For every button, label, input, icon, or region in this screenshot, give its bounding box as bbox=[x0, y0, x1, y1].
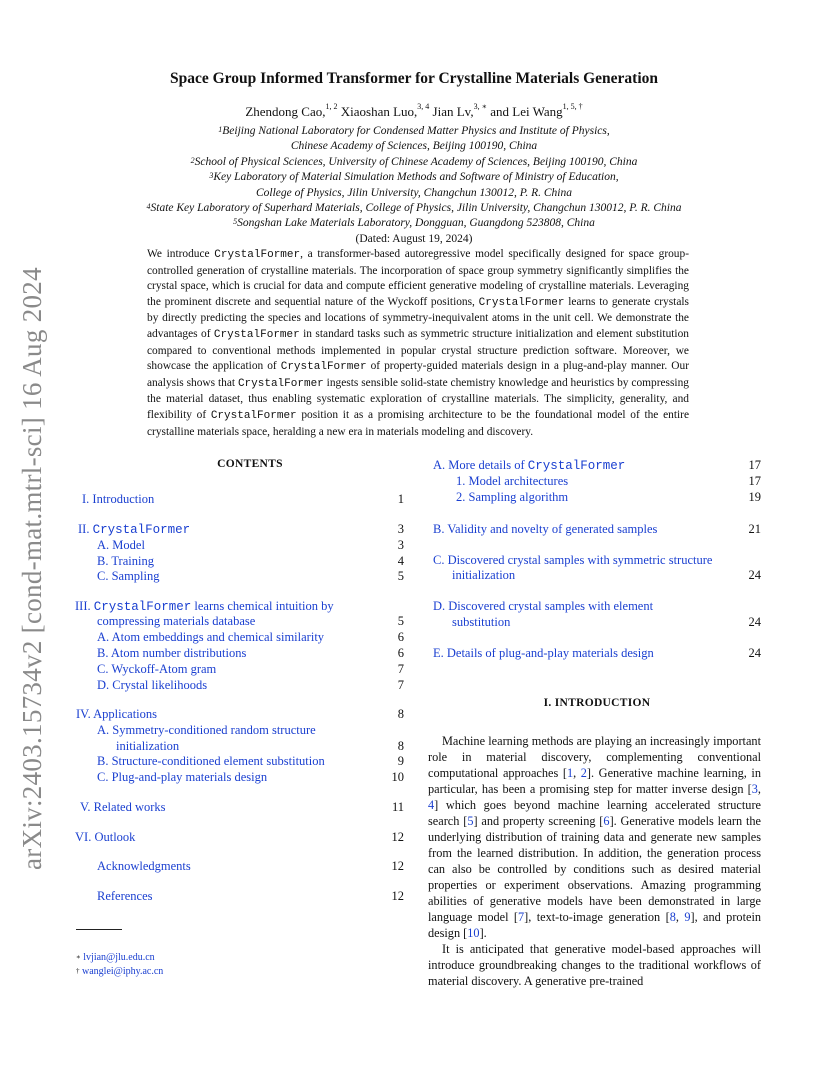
toc-page: 5 bbox=[397, 569, 404, 583]
toc-entry[interactable] bbox=[456, 490, 761, 506]
paragraph: It is anticipated that generative model-based approaches will introduce groundbreaking changes to the traditional workflows of material discovery. A generative pre-trained bbox=[428, 942, 761, 988]
toc-entry-label[interactable]: A. Model bbox=[97, 538, 145, 552]
toc-page: 19 bbox=[748, 490, 761, 504]
toc-entry[interactable] bbox=[452, 568, 761, 584]
toc-entry-label[interactable]: substitution bbox=[452, 615, 511, 629]
toc-label-text: A. More details of bbox=[433, 458, 528, 472]
author-name: Xiaoshan Luo, bbox=[337, 104, 418, 119]
author-name: Zhendong Cao, bbox=[245, 104, 326, 119]
contents-heading: CONTENTS bbox=[217, 458, 283, 470]
toc-entry-label[interactable]: C. Discovered crystal samples with symmetric structure bbox=[433, 553, 713, 567]
toc-entry-label[interactable]: C. Plug-and-play materials design bbox=[97, 770, 268, 784]
body-text: ], and protein design [ bbox=[428, 910, 762, 940]
affil-text: Beijing National Laboratory for Condensed Matter Physics and Institute of Physics, bbox=[222, 125, 610, 137]
body-text: ], text-to-image generation [ bbox=[524, 910, 670, 924]
toc-entry[interactable] bbox=[433, 522, 761, 538]
model-name: CrystalFormer bbox=[213, 328, 300, 341]
toc-page: 1 bbox=[397, 492, 404, 506]
model-name: CrystalFormer bbox=[214, 249, 301, 261]
toc-entry[interactable] bbox=[433, 458, 761, 475]
toc-entry[interactable] bbox=[78, 522, 404, 539]
affiliation-line bbox=[0, 216, 828, 231]
affil-sup: 3 bbox=[209, 171, 214, 181]
email-link[interactable]: lvjian@jlu.edu.cn bbox=[83, 952, 155, 963]
model-name: CrystalFormer bbox=[237, 377, 324, 390]
body-text: ] and property screening [ bbox=[473, 814, 604, 828]
abstract-text: position it as a promising architecture to be the foundational model of the entire crystalline materials space, heralding a new era in materials modeling and discovery. bbox=[147, 408, 689, 438]
toc-entry[interactable] bbox=[452, 615, 761, 631]
body-text: ] which goes beyond machine learning accelerated structure search [ bbox=[428, 798, 761, 828]
toc-entry[interactable] bbox=[97, 859, 404, 875]
affiliation-line bbox=[0, 124, 828, 139]
author-list bbox=[0, 104, 828, 120]
toc-entry[interactable] bbox=[97, 630, 404, 646]
toc-entry-label[interactable]: VI. Outlook bbox=[75, 830, 136, 844]
toc-entry[interactable] bbox=[97, 614, 404, 630]
affiliations bbox=[0, 124, 828, 247]
toc-page: 8 bbox=[397, 739, 404, 753]
toc-entry-label[interactable]: C. Wyckoff-Atom gram bbox=[97, 662, 217, 676]
affil-text: Songshan Lake Materials Laboratory, Dongguan, Guangdong 523808, China bbox=[237, 217, 595, 230]
toc-page: 17 bbox=[748, 458, 761, 472]
toc-page: 12 bbox=[391, 889, 404, 903]
citation-link[interactable]: 1 bbox=[566, 766, 574, 780]
toc-entry-label[interactable]: 2. Sampling algorithm bbox=[456, 490, 569, 504]
toc-page: 3 bbox=[397, 522, 404, 536]
toc-entry[interactable] bbox=[97, 538, 404, 554]
toc-entry-label[interactable]: V. Related works bbox=[80, 800, 166, 814]
toc-entry[interactable] bbox=[433, 599, 761, 615]
author-affil-sup: 1, 2 bbox=[325, 102, 338, 111]
citation-link[interactable]: 3 bbox=[751, 782, 758, 796]
toc-page: 3 bbox=[397, 538, 404, 552]
affil-text: Chinese Academy of Sciences, Beijing 100190, China bbox=[290, 140, 538, 153]
model-name: CrystalFormer bbox=[93, 600, 192, 614]
toc-page: 11 bbox=[391, 800, 404, 814]
abstract-text: learns to generate crystals by directly predicting the species and locations of symmetry-inequivalent atoms in the unit cell. We demonstrate the advantages of bbox=[147, 295, 689, 340]
citation-link[interactable]: 10 bbox=[467, 926, 480, 940]
arxiv-stamp: arXiv:2403.15734v2 [cond-mat.mtrl-sci] 16 Aug 2024 bbox=[17, 267, 47, 870]
body-text: Machine learning methods are playing an increasingly important role in material discovery, complementing conventional computational approaches [ bbox=[428, 734, 761, 780]
toc-entry[interactable] bbox=[433, 646, 761, 662]
toc-entry[interactable] bbox=[456, 474, 761, 490]
toc-page: 9 bbox=[397, 754, 404, 768]
toc-entry-label[interactable]: C. Sampling bbox=[97, 569, 160, 583]
toc-page: 21 bbox=[748, 522, 761, 536]
citation-link[interactable]: 2 bbox=[580, 766, 587, 780]
model-name: CrystalFormer bbox=[92, 523, 191, 537]
toc-page: 4 bbox=[397, 554, 404, 568]
toc-entry-label[interactable] bbox=[78, 522, 404, 539]
footnote bbox=[76, 965, 163, 979]
affiliation-line bbox=[0, 139, 828, 154]
toc-page: 17 bbox=[748, 474, 761, 488]
toc-entry-label[interactable]: initialization bbox=[452, 568, 516, 582]
body-text: ]. bbox=[479, 926, 487, 940]
toc-entry[interactable] bbox=[433, 553, 761, 569]
body-text: ]. Generative machine learning, in particular, has been a promising step for matter inverse design [ bbox=[428, 766, 761, 796]
citation-link[interactable]: 6 bbox=[603, 814, 610, 828]
toc-page: 12 bbox=[391, 859, 404, 873]
toc-entry-label[interactable]: B. Validity and novelty of generated samples bbox=[433, 522, 658, 536]
paper-title: Space Group Informed Transformer for Crystalline Materials Generation bbox=[169, 70, 659, 87]
toc-entry-label[interactable]: D. Discovered crystal samples with element bbox=[433, 599, 654, 613]
footnotes bbox=[76, 951, 163, 978]
affiliation-line bbox=[0, 155, 828, 170]
affiliation-line bbox=[0, 201, 828, 216]
toc-entry[interactable] bbox=[97, 770, 404, 786]
dated-line: (Dated: August 19, 2024) bbox=[355, 232, 473, 245]
affiliation-line bbox=[0, 170, 828, 185]
toc-entry[interactable] bbox=[97, 646, 404, 662]
author-name: Jian Lv, bbox=[429, 104, 474, 119]
toc-entry-label[interactable]: A. Atom embeddings and chemical similarity bbox=[97, 630, 325, 644]
model-name: CrystalFormer bbox=[478, 296, 565, 309]
footnote-mark: † bbox=[76, 966, 80, 975]
abstract-text: of property-guided materials design in a plug-and-play manner. Our analysis shows that bbox=[147, 360, 689, 389]
body-text: ]. Generative models learn the underlying distribution of training data and generate new samples from the learned distribution. In addition, the generation process can also be controlled by conditions such as desired material properties or experiment observations. Amazing programming abilities of generative models have been demonstrated in large language model [ bbox=[428, 814, 761, 924]
toc-entry[interactable] bbox=[75, 830, 404, 846]
section-heading: I. INTRODUCTION bbox=[543, 697, 651, 709]
model-name: CrystalFormer bbox=[527, 459, 626, 473]
affil-text: School of Physical Sciences, University of Chinese Academy of Sciences, Beijing 100190, China bbox=[194, 155, 638, 168]
abstract bbox=[147, 247, 689, 440]
citation-link[interactable]: 4 bbox=[428, 798, 435, 812]
abstract-text: in standard tasks such as symmetric structure initialization and element substitution compared to conventional methods implemented in popular crystal structure prediction software. Moreover, we showcase the application of bbox=[147, 327, 689, 373]
introduction-body bbox=[428, 733, 761, 989]
author-affil-sup: 1, 5, † bbox=[562, 102, 583, 111]
toc-entry-label[interactable]: I. Introduction bbox=[82, 492, 155, 506]
abstract-text: We introduce bbox=[147, 248, 215, 260]
toc-page: 7 bbox=[397, 662, 404, 676]
abstract-text: , a transformer-based autoregressive model specifically designed for space group-controlled generation of crystalline materials. The incorporation of space group symmetry significantly simplifies the crystal space, which is crucial for data and compute efficient generative modeling of crystalline materials. Leveraging the prominent discrete and sequential nature of the Wyckoff positions, bbox=[147, 248, 689, 308]
toc-entry-label[interactable]: 1. Model architectures bbox=[456, 474, 569, 488]
toc-page: 24 bbox=[748, 568, 761, 582]
toc-entry[interactable] bbox=[97, 889, 404, 905]
toc-entry-label[interactable]: D. Crystal likelihoods bbox=[97, 678, 208, 692]
toc-label-text: II. bbox=[78, 522, 93, 536]
toc-entry-label[interactable]: IV. Applications bbox=[76, 707, 158, 721]
model-name: CrystalFormer bbox=[210, 409, 297, 422]
author-affil-sup: 3, ∗ bbox=[473, 102, 488, 111]
toc-page: 12 bbox=[391, 830, 404, 844]
toc-page: 24 bbox=[748, 615, 761, 629]
footnote-rule bbox=[76, 929, 122, 930]
citation-link[interactable]: 8 bbox=[669, 910, 676, 924]
author-affil-sup: 3, 4 bbox=[417, 102, 430, 111]
toc-page: 5 bbox=[397, 614, 404, 628]
toc-entry[interactable] bbox=[97, 569, 404, 585]
email-link[interactable]: wanglei@iphy.ac.cn bbox=[82, 965, 164, 977]
paragraph: Machine learning methods are playing an increasingly important role in material discovery, complementing conventional computational approaches [1, 2]. Generative machine learning, in particular, has been a promising step for matter inverse design [3, 4] which goes beyond machine learning accelerated structure search [5] and property screening [6]. Generative models learn the underlying distribution of training data and generate new samples from the learned distribution. In addition, the generation process can also be controlled by conditions such as desired material properties or experiment observations. Amazing programming abilities of generative models have been demonstrated in large language model [7], text-to-image generation [8, 9], and protein design [10]. bbox=[428, 734, 762, 940]
affil-text: Key Laboratory of Material Simulation Methods and Software of Ministry of Education, bbox=[213, 171, 619, 184]
toc-page: 6 bbox=[397, 630, 404, 644]
toc-page: 7 bbox=[397, 678, 404, 692]
toc-entry-label[interactable]: B. Training bbox=[97, 554, 154, 568]
affiliation-line bbox=[0, 186, 828, 201]
toc-entry-label[interactable]: B. Structure-conditioned element substitution bbox=[97, 754, 325, 768]
affil-text: College of Physics, Jilin University, Changchun 130012, P. R. China bbox=[255, 186, 572, 199]
toc-entry-label[interactable]: References bbox=[97, 889, 153, 903]
toc-entry-label[interactable] bbox=[433, 458, 761, 475]
toc-label-text: learns chemical intuition by bbox=[191, 599, 334, 613]
footnote-mark: ∗ bbox=[76, 953, 81, 961]
footnote bbox=[76, 951, 163, 965]
citation-link[interactable]: 9 bbox=[684, 910, 691, 924]
toc-page: 8 bbox=[397, 707, 404, 721]
toc-page: 6 bbox=[397, 646, 404, 660]
toc-page: 10 bbox=[391, 770, 404, 784]
citation-link[interactable]: 5 bbox=[467, 814, 474, 828]
toc-entry[interactable] bbox=[76, 707, 404, 723]
toc-entry[interactable] bbox=[97, 554, 404, 570]
toc-entry-label[interactable]: initialization bbox=[116, 739, 180, 753]
toc-entry-label[interactable]: compressing materials database bbox=[97, 614, 256, 628]
toc-entry[interactable] bbox=[97, 754, 404, 770]
affil-text: State Key Laboratory of Superhard Materials, College of Physics, Jilin University, Changchun 130012, P. R. China bbox=[150, 202, 682, 215]
affil-sup: 5 bbox=[233, 217, 238, 227]
toc-entry[interactable] bbox=[97, 723, 404, 739]
toc-page: 24 bbox=[748, 646, 761, 660]
author-name: and Lei Wang bbox=[487, 104, 563, 119]
toc-entry-label[interactable]: B. Atom number distributions bbox=[97, 646, 247, 660]
toc-entry[interactable] bbox=[82, 492, 404, 508]
toc-entry[interactable] bbox=[80, 800, 404, 816]
abstract-text: ingests sensible solid-state chemistry knowledge and heuristics by compressing the material dataset, thus enabling systematic exploration of crystalline materials. The simplicity, generality, and flexibility of bbox=[147, 376, 689, 421]
affil-sup: 1 bbox=[218, 125, 223, 134]
affil-sup: 4 bbox=[146, 202, 151, 212]
toc-entry-label[interactable]: A. Symmetry-conditioned random structure bbox=[97, 723, 316, 737]
toc-entry[interactable] bbox=[116, 739, 404, 755]
toc-entry[interactable] bbox=[97, 678, 404, 694]
model-name: CrystalFormer bbox=[280, 361, 367, 374]
toc-label-text: III. bbox=[75, 599, 94, 613]
toc-entry-label[interactable]: E. Details of plug-and-play materials design bbox=[433, 646, 654, 660]
toc-entry[interactable] bbox=[97, 662, 404, 678]
citation-link[interactable]: 7 bbox=[517, 910, 525, 924]
affil-sup: 2 bbox=[190, 155, 195, 165]
toc-entry-label[interactable]: Acknowledgments bbox=[97, 859, 191, 873]
